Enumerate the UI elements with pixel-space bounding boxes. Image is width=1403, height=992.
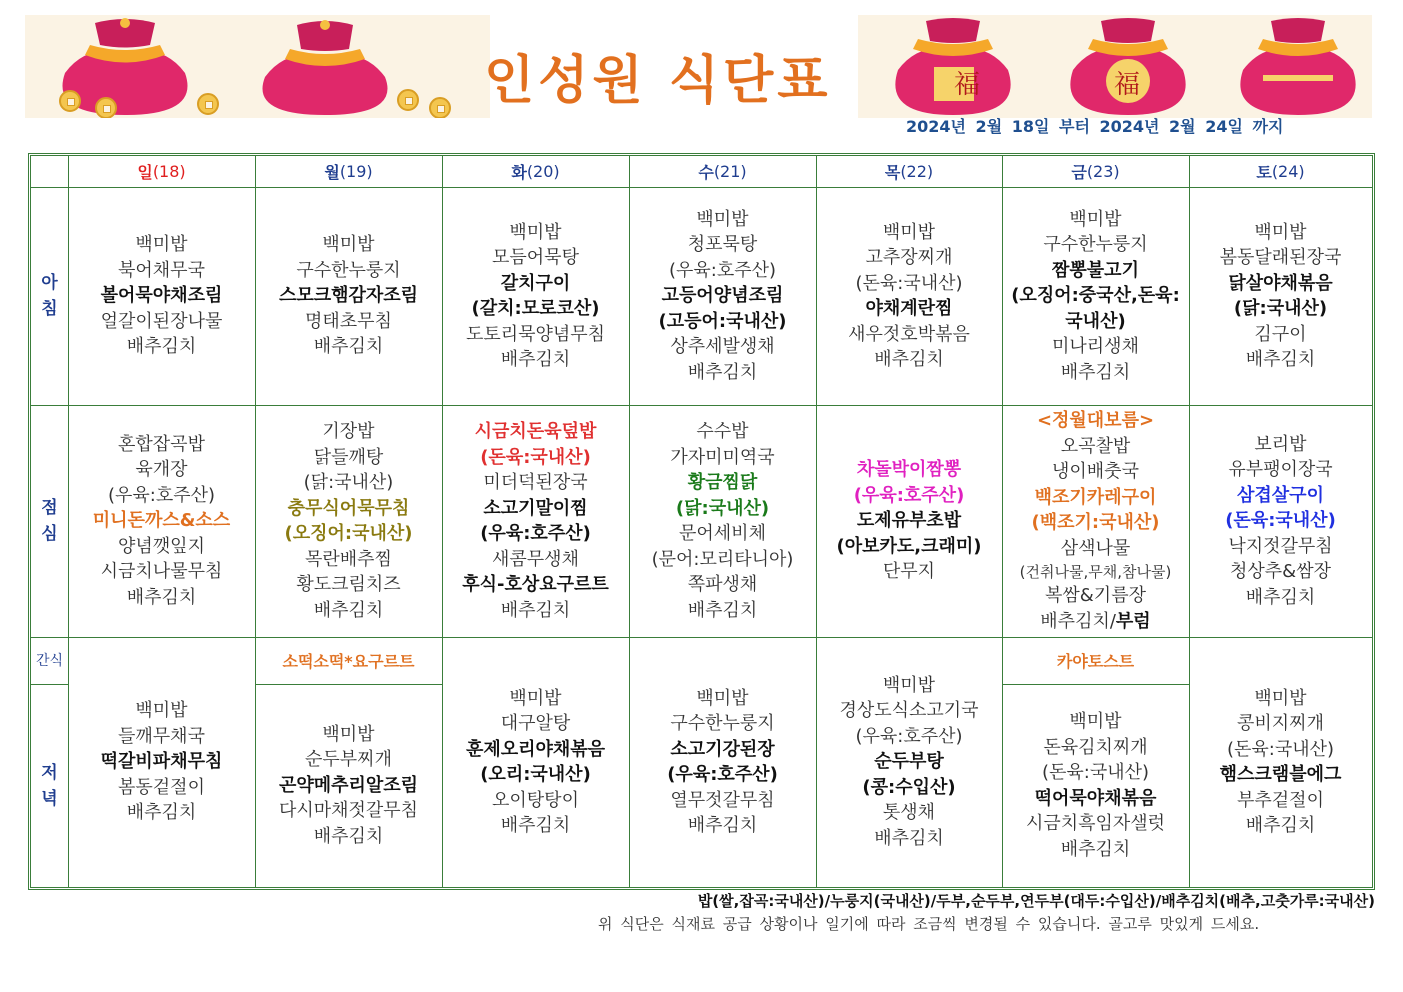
menu-item: 얼갈이된장나물 <box>100 310 223 332</box>
fortune-glyph: 福 <box>1114 70 1141 100</box>
menu-item: 백미밥 <box>882 674 936 696</box>
menu-item: 백미밥 <box>135 234 188 256</box>
menu-item: 대구알탕 <box>500 713 571 734</box>
menu-item: 구수한누룽지 <box>296 259 401 281</box>
menu-item: 스모크햄감자조림 <box>278 285 419 307</box>
menu-item: 고추장찌개 <box>865 247 953 268</box>
breakfast-cell-4 <box>816 187 1002 405</box>
menu-item: 배추김치 <box>313 336 384 358</box>
lunch-cell-0 <box>68 405 255 637</box>
menu-item: 단무지 <box>882 561 936 583</box>
menu-item: (닭:국내산) <box>303 472 394 493</box>
menu-item: 기장밥 <box>322 421 375 442</box>
menu-item: 배추김치 <box>687 599 758 621</box>
menu-item: 백미밥 <box>1254 221 1307 243</box>
day-name: 목 <box>884 163 901 182</box>
origin-notice: 밥(쌀,잡곡:국내산)/누룽지(국내산)/두부,순두부,연두부(대두:수입산)/배추김치(배추,고춧가루:국내산) <box>697 892 1375 910</box>
menu-item: 배추김치 <box>500 349 571 370</box>
header-banner-left <box>25 15 490 118</box>
menu-item: 황도크림치즈 <box>296 574 401 595</box>
menu-item: 떡어묵야채볶음 <box>1034 787 1157 809</box>
menu-item: 배추김치 <box>1245 586 1316 608</box>
lunch-cell-2 <box>442 405 629 637</box>
menu-item: 시금치나물무침 <box>100 561 223 583</box>
coin-icon <box>429 97 451 118</box>
menu-item: 삼색나물 <box>1060 537 1131 559</box>
menu-item: 콩비지찌개 <box>1237 713 1324 734</box>
page-title: 인성원 식단표 <box>484 51 832 111</box>
fortune-glyph: 福 <box>954 70 981 100</box>
menu-item: 백미밥 <box>1069 208 1122 230</box>
menu-item: 혼합잡곡밥 <box>118 433 205 455</box>
day-header-2 <box>442 156 629 187</box>
breakfast-cell-1 <box>255 187 442 405</box>
menu-item: 다시마채젓갈무침 <box>278 800 419 822</box>
menu-item: 배추김치 <box>874 827 944 849</box>
menu-item: (백조기:국내산) <box>1031 512 1160 533</box>
menu-item: (돈육:국내산) <box>1225 510 1336 532</box>
meal-plan-table <box>28 153 1375 890</box>
menu-item: 청포묵탕 <box>687 234 758 256</box>
day-number: (23) <box>1086 162 1120 181</box>
menu-item: 백미밥 <box>882 221 936 243</box>
menu-item: 떡갈비파채무침 <box>100 751 223 773</box>
menu-item: 오곡찰밥 <box>1060 435 1131 457</box>
menu-item: <정월대보름> <box>1036 410 1155 431</box>
breakfast-cell-6 <box>1189 187 1372 405</box>
menu-item: 황금찜닭 <box>687 472 758 493</box>
day-name: 토 <box>1256 163 1272 182</box>
menu-item: (우육:호주산) <box>853 484 965 506</box>
menu-item: 구수한누룽지 <box>1043 234 1148 256</box>
lucky-pouch-icon <box>25 15 490 118</box>
period-range: 2024년 2월 18일 부터 2024년 2월 24일 까지 <box>906 117 1284 136</box>
menu-item: 가자미미역국 <box>670 446 775 468</box>
menu-item: 야채계란찜 <box>865 298 953 319</box>
menu-item: 열무젓갈무침 <box>670 789 775 811</box>
menu-item: 배추김치 <box>1245 815 1316 836</box>
dinner-cell-1 <box>255 684 442 887</box>
menu-item: 햄스크램블에그 <box>1219 764 1342 785</box>
dinner-cell-5 <box>1002 684 1189 887</box>
menu-item: 백미밥 <box>509 221 562 243</box>
menu-item: 유부팽이장국 <box>1228 459 1333 481</box>
menu-item: 부추겉절이 <box>1237 789 1324 811</box>
menu-item: 돈육김치찌개 <box>1043 736 1148 758</box>
menu-item: 순두부찌개 <box>305 749 392 771</box>
menu-item: 백미밥 <box>1069 711 1122 732</box>
menu-item: 배추김치/부럼 <box>1040 610 1151 632</box>
day-name: 화 <box>511 163 527 182</box>
menu-item: 닭들깨탕 <box>313 446 384 468</box>
menu-item: 백미밥 <box>1254 687 1307 709</box>
menu-item: 쪽파생채 <box>687 574 758 595</box>
breakfast-cell-2 <box>442 187 629 405</box>
meal-label-lunch: 점 심 <box>41 498 58 544</box>
menu-item: 시금치돈육덮밥 <box>474 421 597 442</box>
change-notice: 위 식단은 식재료 공급 상황이나 일기에 따라 조금씩 변경될 수 있습니다. 골고루 맛있게 드세요. <box>598 915 1260 933</box>
menu-item: (오리:국내산) <box>480 764 591 785</box>
menu-item: 짬뽕불고기 <box>1052 259 1139 281</box>
menu-item: 육개장 <box>135 459 188 481</box>
lunch-cell-4 <box>816 405 1002 637</box>
day-header-6 <box>1189 156 1372 187</box>
menu-item: 배추김치 <box>687 815 758 836</box>
menu-item: 차돌박이짬뽕 <box>856 459 962 481</box>
menu-item: 복쌈&기름장 <box>1045 585 1146 606</box>
dinner-cell-4 <box>816 637 1002 887</box>
header-banner-right <box>858 15 1372 118</box>
menu-item: (우육:호주산) <box>107 484 216 506</box>
breakfast-cell-0 <box>68 187 255 405</box>
menu-item: 문어세비체 <box>679 523 766 544</box>
menu-item: 백미밥 <box>322 234 375 256</box>
menu-item: 순두부탕 <box>874 751 944 773</box>
menu-item: 배추김치 <box>126 586 197 608</box>
menu-item: 봄동겉절이 <box>118 776 205 798</box>
menu-item: 상추세발생채 <box>670 336 775 358</box>
menu-item: 백미밥 <box>696 687 749 709</box>
menu-item: 낙지젓갈무침 <box>1228 535 1333 557</box>
menu-item: 국내산) <box>1065 310 1126 332</box>
menu-item: 들깨무채국 <box>118 725 205 747</box>
menu-item: 소고기강된장 <box>670 738 775 760</box>
day-name: 수 <box>698 163 714 182</box>
lunch-cell-6 <box>1189 405 1372 637</box>
menu-item: (돈육:국내산) <box>855 272 963 294</box>
menu-item: 곤약메추리알조림 <box>278 774 419 796</box>
day-header-0 <box>68 156 255 187</box>
menu-item: 배추김치 <box>126 336 197 358</box>
menu-item: 미나리생채 <box>1052 336 1139 358</box>
meal-label-snack: 간식 <box>35 652 64 669</box>
menu-item: (오징어:중국산,돈육: <box>1011 285 1180 307</box>
day-number: (20) <box>526 162 560 181</box>
menu-item: 백미밥 <box>509 687 562 709</box>
day-header-5 <box>1002 156 1189 187</box>
snack-cell-1: 소떡소떡*요구르트 <box>282 652 415 671</box>
menu-item: (닭:국내산) <box>1233 298 1328 319</box>
menu-item: 청상추&쌈장 <box>1230 561 1331 583</box>
menu-item: (건취나물,무채,참나물) <box>1019 563 1172 581</box>
menu-item: 새우젓호박볶음 <box>848 323 970 345</box>
breakfast-cell-3 <box>629 187 816 405</box>
dinner-cell-3 <box>629 637 816 887</box>
menu-item: 배추김치 <box>126 802 197 824</box>
day-number: (19) <box>339 162 373 181</box>
day-name: 금 <box>1071 163 1087 182</box>
menu-item: (우육:호주산) <box>668 259 777 281</box>
dinner-cell-0 <box>68 637 255 887</box>
menu-item: 배추김치 <box>313 825 384 847</box>
menu-item: 배추김치 <box>1245 349 1316 370</box>
menu-item: 김구이 <box>1254 323 1307 345</box>
menu-item: (닭:국내산) <box>675 497 770 519</box>
meal-label-dinner: 저 녁 <box>41 762 58 809</box>
menu-item: (우육:호주산) <box>667 764 778 785</box>
dinner-cell-2 <box>442 637 629 887</box>
menu-item: 냉이배춧국 <box>1052 461 1139 482</box>
snack-cell-5: 카야토스트 <box>1056 652 1135 671</box>
menu-item: 고등어양념조림 <box>661 285 784 307</box>
menu-item: (콩:수입산) <box>862 776 956 798</box>
menu-item: 백미밥 <box>322 723 375 745</box>
menu-item: 삼겹살구이 <box>1237 484 1324 506</box>
menu-item: 충무식어묵무침 <box>287 497 410 519</box>
day-name: 월 <box>324 163 340 182</box>
menu-item: 톳생채 <box>882 802 936 824</box>
menu-item: (문어:모리타니아) <box>651 548 794 570</box>
menu-item: (우육:호주산) <box>855 725 963 747</box>
day-number: (21) <box>713 162 747 181</box>
menu-item: 배추김치 <box>1060 361 1131 383</box>
menu-item: (고등어:국내산) <box>658 310 787 332</box>
coin-icon <box>197 93 219 115</box>
lunch-cell-5 <box>1002 405 1189 637</box>
menu-item: 도토리묵양념무침 <box>465 323 606 345</box>
menu-item: 배추김치 <box>500 815 571 836</box>
menu-item: (돈육:국내산) <box>1041 762 1150 783</box>
menu-item: 모듬어묵탕 <box>492 247 579 268</box>
menu-item: 북어채무국 <box>118 259 205 281</box>
menu-item: 백미밥 <box>696 208 749 230</box>
menu-item: (아보카도,크래미) <box>836 535 982 557</box>
menu-item: 배추김치 <box>500 599 571 621</box>
dinner-cell-6 <box>1189 637 1372 887</box>
menu-item: 수수밥 <box>696 421 749 442</box>
coin-icon <box>59 90 81 112</box>
menu-item: 양념깻잎지 <box>118 535 205 557</box>
meal-label-breakfast: 아 침 <box>41 273 58 319</box>
menu-item: (돈육:국내산) <box>1226 738 1335 760</box>
menu-item: 보리밥 <box>1254 433 1307 455</box>
lucky-pouch-icon <box>858 15 1372 118</box>
menu-item: 오이탕탕이 <box>492 789 579 811</box>
menu-item: 배추김치 <box>874 349 944 370</box>
menu-item: 백미밥 <box>135 700 188 722</box>
menu-item: (갈치:모로코산) <box>471 298 600 319</box>
menu-item: 도제유부초밥 <box>856 510 962 532</box>
menu-item: 목란배추찜 <box>305 548 392 570</box>
day-header-4 <box>816 156 1002 187</box>
menu-item: 경상도식소고기국 <box>839 700 979 722</box>
menu-item: 미니돈까스&소스 <box>92 510 231 532</box>
menu-item: 명태초무침 <box>305 310 392 332</box>
menu-item: 볼어묵야채조림 <box>100 285 223 307</box>
day-name: 일 <box>137 163 153 182</box>
day-number: (24) <box>1271 162 1305 181</box>
menu-item: 시금치흑임자샐럿 <box>1025 813 1166 834</box>
menu-item: 훈제오리야채볶음 <box>465 738 606 760</box>
day-header-3 <box>629 156 816 187</box>
day-header-1 <box>255 156 442 187</box>
menu-item: (우육:호주산) <box>480 523 591 544</box>
lunch-cell-1 <box>255 405 442 637</box>
lunch-cell-3 <box>629 405 816 637</box>
menu-item: 배추김치 <box>1060 838 1131 860</box>
menu-item: (오징어:국내산) <box>284 523 413 544</box>
coin-icon <box>95 97 117 118</box>
menu-item: 소고기말이찜 <box>483 497 588 519</box>
menu-item: 후식-호상요구르트 <box>462 574 609 595</box>
menu-item: (돈육:국내산) <box>480 446 591 468</box>
menu-item: 갈치구이 <box>500 272 571 294</box>
menu-item: 배추김치 <box>313 599 384 621</box>
coin-icon <box>397 89 419 111</box>
menu-item: 미더덕된장국 <box>483 472 588 493</box>
menu-item: 구수한누룽지 <box>670 713 775 734</box>
menu-item: 백조기카레구이 <box>1034 486 1157 508</box>
day-number: (22) <box>900 162 934 181</box>
menu-item: 배추김치 <box>687 361 758 383</box>
day-number: (18) <box>152 162 186 181</box>
menu-item: 닭살야채볶음 <box>1228 272 1333 294</box>
menu-item: 새콤무생채 <box>492 548 579 570</box>
breakfast-cell-5 <box>1002 187 1189 405</box>
menu-item: 봄동달래된장국 <box>1219 247 1342 268</box>
